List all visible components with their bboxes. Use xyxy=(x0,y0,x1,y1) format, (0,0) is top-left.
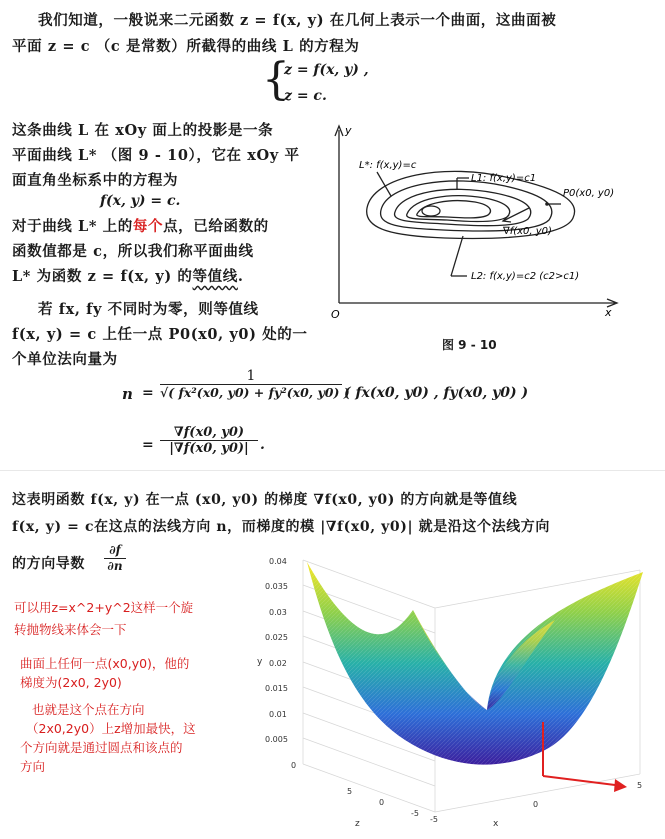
left-brace: { xyxy=(262,54,290,105)
figure-caption: 图 9 - 10 xyxy=(442,338,497,352)
note-3-line-4: 方向 xyxy=(20,759,46,774)
right-tick-0: 0 xyxy=(533,800,539,809)
right-tick-neg5: -5 xyxy=(430,815,438,824)
z-tick: 0.015 xyxy=(265,684,288,693)
condition-line-3: 个单位法向量为 xyxy=(12,351,118,368)
left-tick-0: 0 xyxy=(379,798,385,807)
equals-2: = xyxy=(142,437,154,453)
projection-line-3: 面直角坐标系中的方程为 xyxy=(12,172,179,189)
deriv-denominator: ∂n xyxy=(107,559,123,573)
contour-3 xyxy=(395,189,531,225)
curve-line-2: 函数值都是 c，所以我们称平面曲线 xyxy=(12,243,254,260)
fig-x-label: x xyxy=(605,306,612,319)
gradient-vector: ( fx(x0, y0) , fy(x0, y0) ) xyxy=(344,385,529,401)
note-2-line-1: 曲面上任何一点(x0,y0)，他的 xyxy=(20,656,190,671)
curve-line-1-a: 对于曲线 L* 上的 xyxy=(12,218,133,235)
gradient-line-1: 这表明函数 f(x, y) 在一点 (x0, y0) 的梯度 ∇f(x0, y0) 的方向就是等值线 xyxy=(12,492,518,508)
fig-origin-label: O xyxy=(331,308,340,321)
deriv-numerator: ∂f xyxy=(109,543,121,557)
term-level-curve: 等值线 xyxy=(192,268,238,285)
fraction-2-period: . xyxy=(260,437,265,453)
contour-center xyxy=(422,206,440,216)
p0-point xyxy=(545,202,549,206)
condition-line-2: f(x, y) = c 上任一点 P0(x0, y0) 处的一 xyxy=(12,326,308,343)
section-divider xyxy=(0,470,665,471)
note-3 xyxy=(20,700,196,776)
fraction-1-numerator: 1 xyxy=(246,368,256,384)
curve-line-3 xyxy=(12,264,244,289)
l2-leader xyxy=(451,236,463,276)
intro-line-2: 平面 z = c （c 是常数）所截得的曲线 L 的方程为 xyxy=(12,38,360,55)
note-3-line-1: 也就是这个点在方向 xyxy=(32,702,145,717)
projection-line-1: 这条曲线 L 在 xOy 面上的投影是一条 xyxy=(12,122,274,139)
equals-1: = xyxy=(142,385,154,401)
arrow-head xyxy=(614,779,627,792)
gradient-line-3: 的方向导数 xyxy=(12,556,85,572)
fraction-2-denominator: |∇f(x0, y0)| xyxy=(169,441,249,456)
z-tick: 0.02 xyxy=(269,659,287,668)
fraction-1 xyxy=(160,368,350,400)
paraboloid-plot xyxy=(255,550,660,839)
fig-l2: L2: f(x,y)=c2 (c2>c1) xyxy=(471,271,580,282)
curve-line-3-b: . xyxy=(237,268,244,285)
paraboloid-mesh xyxy=(307,562,643,765)
level-equation: f(x, y) = c. xyxy=(100,193,181,209)
system-line-2: z = c. xyxy=(284,88,327,104)
axis-label-y: y xyxy=(257,657,263,667)
fig-l1: L1: f(x,y)=c1 xyxy=(471,173,537,184)
directional-derivative xyxy=(104,543,126,574)
axis-label-z: z xyxy=(355,819,360,829)
note-1-line-2: 转抛物线来体会一下 xyxy=(14,622,127,637)
condition-line-1: 若 fx, fy 不同时为零，则等值线 xyxy=(38,301,259,318)
fraction-2-numerator: ∇f(x0, y0) xyxy=(173,425,245,440)
z-tick: 0.03 xyxy=(269,608,287,617)
highlight-each: 每个 xyxy=(132,218,164,235)
z-tick: 0.025 xyxy=(265,633,288,642)
right-tick-5: 5 xyxy=(637,781,643,790)
curve-line-3-a: L* 为函数 z = f(x, y) 的 xyxy=(12,268,193,285)
note-1-line-1: 可以用z=x^2+y^2这样一个旋 xyxy=(14,600,194,615)
curve-line-1 xyxy=(12,214,269,239)
projection-line-2: 平面曲线 L* （图 9 - 10），它在 xOy 平 xyxy=(12,147,300,164)
z-tick: 0.005 xyxy=(265,735,288,744)
z-tick: 0 xyxy=(291,761,297,770)
note-2 xyxy=(20,654,189,692)
fig-y-label: y xyxy=(345,124,352,137)
z-tick: 0.04 xyxy=(269,557,287,566)
fig-l-star: L*: f(x,y)=c xyxy=(359,160,417,171)
fig-p0: P0(x0, y0) xyxy=(563,188,615,199)
gradient-line-2: f(x, y) = c在这点的法线方向 n，而梯度的模 |∇f(x0, y0)| 就是沿这个法线方向 xyxy=(12,519,551,535)
left-tick-5: 5 xyxy=(347,787,353,796)
note-2-line-2: 梯度为(2x0, 2y0) xyxy=(20,675,122,690)
left-tick-neg5: -5 xyxy=(411,809,419,818)
gradient-arrow xyxy=(503,208,529,221)
curve-line-1-b: 点，已给函数的 xyxy=(163,218,269,235)
level-curves-figure xyxy=(325,118,660,323)
fraction-2 xyxy=(160,425,258,456)
n-label: n xyxy=(122,385,133,403)
note-3-line-3: 个方向就是通过圆点和该点的 xyxy=(20,740,183,755)
z-tick: 0.01 xyxy=(269,710,287,719)
axis-label-x: x xyxy=(493,819,499,829)
fraction-1-denominator: √( fx²(x0, y0) + fy²(x0, y0) ) xyxy=(160,385,350,400)
contour-2 xyxy=(381,181,552,231)
note-3-line-2: （2x0,2y0）上z增加最快，这 xyxy=(26,721,196,736)
intro-line-1: 我们知道，一般说来二元函数 z = f(x, y) 在几何上表示一个曲面，这曲面被 xyxy=(38,12,557,29)
fig-gradient: ∇f(x0, y0) xyxy=(503,226,552,237)
system-line-1: z = f(x, y) , xyxy=(284,62,369,78)
z-tick: 0.035 xyxy=(265,582,288,591)
note-1 xyxy=(14,598,193,639)
z-tick-labels xyxy=(265,557,296,770)
